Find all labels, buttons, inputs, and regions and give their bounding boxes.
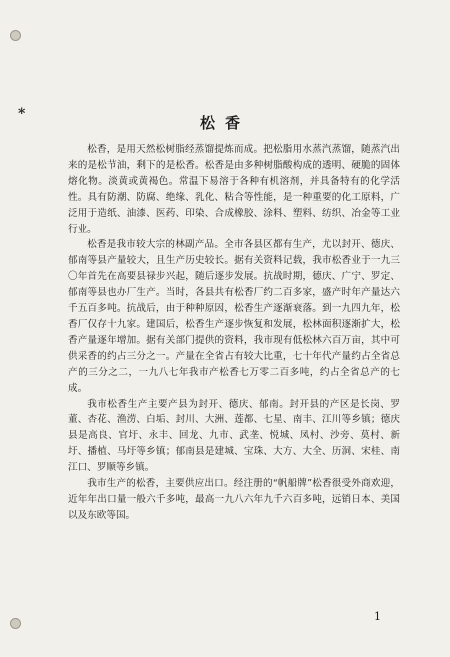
page-title: 松香 xyxy=(199,114,250,132)
corner-mark: * xyxy=(18,106,26,122)
article-body xyxy=(68,142,400,524)
paragraph-3: 我市松香生产主要产县为封开、德庆、郁南。封开县的产区是长岗、罗董、杏花、渔涝、白垢、封川、大洲、莲都、七星、南丰、江川等乡镇；德庆县是高良、官圩、永丰、回龙、九市、武垄、悦城、凤村、沙旁、莫村、新圩、播植、马圩等乡镇；郁南县是建城、宝珠、大方、大全、历洞、宋桂、南江口、罗顺等乡镇。 xyxy=(68,398,400,474)
paragraph-2: 松香是我市较大宗的林副产品。全市各县区都有生产，尤以封开、德庆、郁南等县产量较大，且生产历史较长。据有关资料记载，我市松香业于一九三〇年首先在高要县禄步兴起，随后逐步发展。抗战时期，德庆、广宁、罗定、郁南等县也办厂生产。当时，各县共有松香厂约二百多家，盛产时年产量达六千五百多吨。抗战后，由于种种原因，松香生产逐渐衰落。到一九四九年，松香厂仅存十九家。建国后，松香生产逐步恢复和发展，松林面积逐渐扩大，松香产量逐年增加。据有关部门提供的资料，我市现有低松林六百万亩，其中可供采香的约占三分之一。产量在全省占有较大比重，七十年代产量约占全省总产的三分之二，一九八七年我市产松香七万零二百多吨，约占全省总产的七成。 xyxy=(68,239,400,394)
paragraph-1: 松香，是用天然松树脂经蒸馏提炼而成。把松脂用水蒸汽蒸馏，随蒸汽出来的是松节油，剩下的是松香。松香是由多种树脂酸构成的透明、硬脆的固体熔化物。淡黄或黄褐色。常温下易溶于各种有机溶剂，并具备特有的化学活性。具有防潮、防腐、绝缘、乳化、粘合等性能，是一种重要的化工原料，广泛用于造纸、油漆、医药、印染、合成橡胶、涂料、塑料、纺织、冶金等工业行业。 xyxy=(68,144,400,235)
punch-hole xyxy=(10,30,21,41)
paragraph-4: 我市生产的松香，主要供应出口。经注册的“帆船牌”松香很受外商欢迎，近年年出口量一般六千多吨，最高一九八六年九千六百多吨，远销日本、美国以及东欧等国。 xyxy=(68,478,400,521)
punch-hole xyxy=(10,618,21,629)
page-number: 1 xyxy=(374,610,381,623)
